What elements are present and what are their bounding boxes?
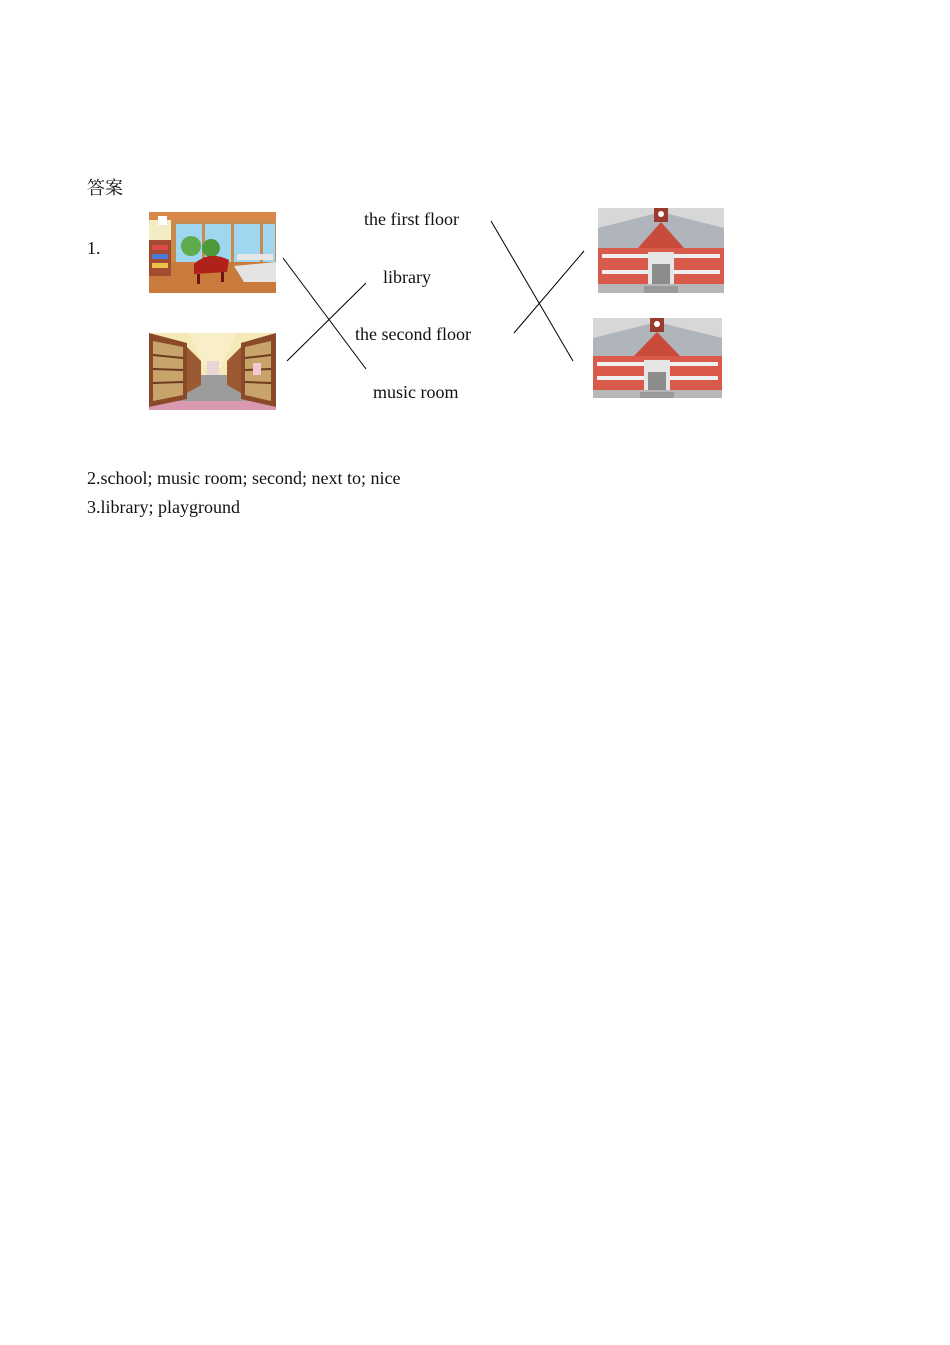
- match-word-first-floor: the first floor: [364, 209, 459, 229]
- match-word-second-floor: the second floor: [355, 324, 471, 344]
- question-number-1: 1.: [87, 238, 101, 258]
- match-line: [491, 221, 573, 361]
- match-line: [287, 283, 366, 361]
- answer-line-3: 3.library; playground: [87, 497, 240, 517]
- answer-heading: 答案: [87, 178, 123, 198]
- answer-line-2: 2.school; music room; second; next to; nice: [87, 468, 401, 488]
- match-word-music-room: music room: [373, 382, 459, 402]
- match-word-library: library: [383, 267, 431, 287]
